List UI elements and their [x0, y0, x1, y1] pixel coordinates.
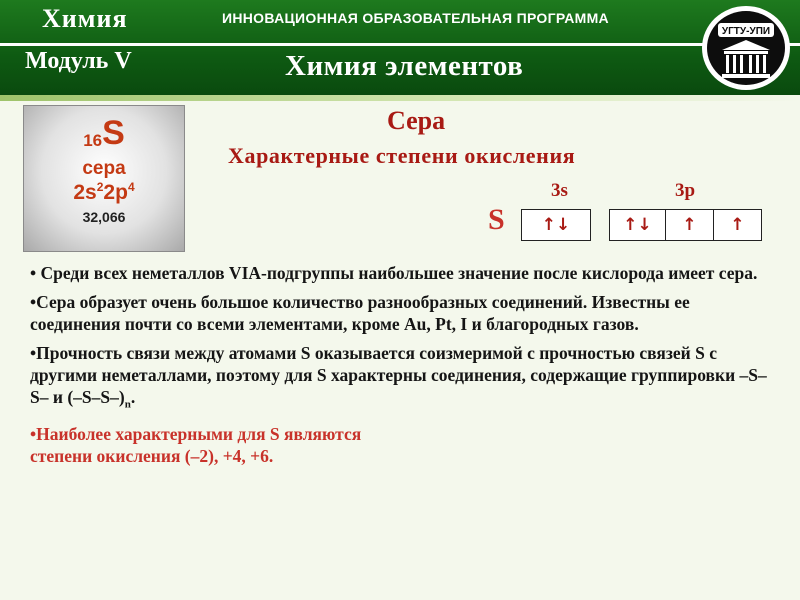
- header-banner: [0, 0, 800, 95]
- element-symbol: S: [102, 114, 125, 152]
- orbital-label-3p: 3p: [675, 180, 696, 201]
- atomic-number: 16: [83, 131, 103, 150]
- orbital-cell-3p-2: ↑: [665, 209, 714, 241]
- config-p-sup: 4: [127, 180, 135, 194]
- config-s-sup: 2: [96, 180, 104, 194]
- element-symbol-line: [24, 114, 184, 153]
- orbital-cell-3p-1: ↑↓: [609, 209, 666, 241]
- electron-config: [24, 180, 184, 205]
- element-tile: [23, 105, 185, 252]
- bullet-4-line-1: •Наиболее характерными для S являются: [30, 423, 362, 444]
- config-p: 2p: [103, 181, 128, 204]
- header-divider: [0, 43, 800, 46]
- bullet-4-line-2: степени окисления (–2), +4, +6.: [30, 445, 274, 466]
- bullet-3-end: .: [130, 387, 136, 407]
- oxidation-states-heading: Характерные степени окисления: [228, 143, 576, 168]
- atomic-mass: 32,066: [82, 209, 126, 225]
- subject-title: Химия: [42, 4, 128, 33]
- orbital-label-3s: 3s: [551, 180, 568, 201]
- bullet-list: [30, 262, 780, 474]
- bullet-3-text: •Прочность связи между атомами S оказывается соизмеримой с прочностью связей S с другими неметаллами, поэтому для S характерны соединения, содержащие группировки –S–S– и (–S–S–): [30, 343, 767, 407]
- logo-text: УГТУ-УПИ: [721, 26, 771, 37]
- orbital-cell-3s: ↑↓: [521, 209, 591, 241]
- config-s: 2s: [73, 181, 97, 204]
- program-title: ИННОВАЦИОННАЯ ОБРАЗОВАТЕЛЬНАЯ ПРОГРАММА: [222, 10, 609, 26]
- bullet-4: [30, 423, 780, 467]
- bullet-2: •Сера образует очень большое количество разнообразных соединений. Известны ее соединения почти со всеми элементами, кроме Au, Pt, I и благородных газов.: [30, 292, 690, 334]
- bullet-3: [30, 342, 780, 416]
- element-heading: Сера: [387, 106, 446, 135]
- orbital-element-symbol: S: [488, 203, 505, 236]
- bullet-1: • Среди всех неметаллов VIA-подгруппы наибольшее значение после кислорода имеет сера.: [30, 263, 758, 283]
- module-title: Модуль V: [25, 48, 132, 74]
- element-name: сера: [82, 158, 126, 179]
- university-logo: [700, 4, 792, 92]
- green-accent-strip: [0, 95, 800, 101]
- bullet-3-subscript: n: [124, 398, 131, 411]
- orbital-cell-3p-3: ↑: [713, 209, 762, 241]
- topic-title: Химия элементов: [285, 50, 524, 82]
